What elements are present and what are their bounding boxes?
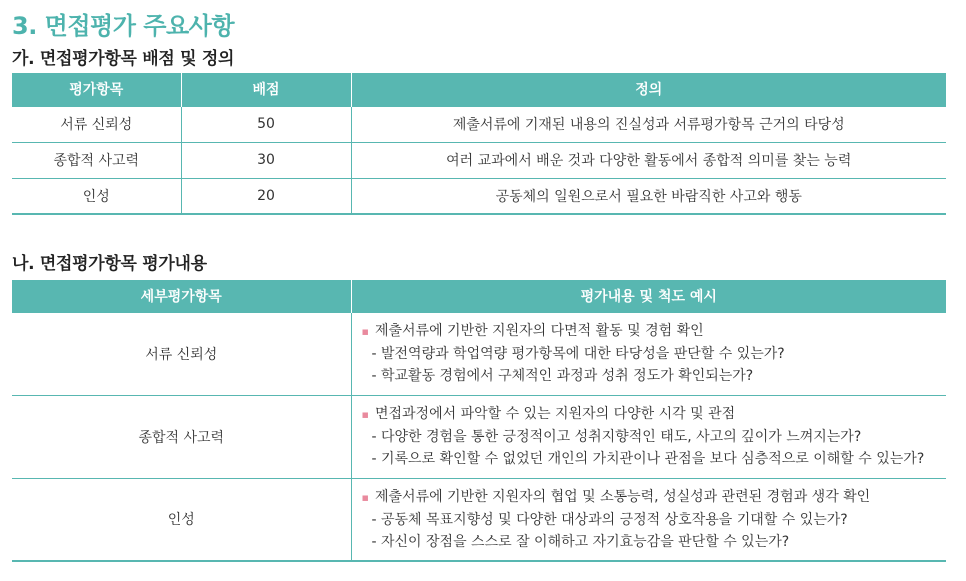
section-b-title: 나. 면접평가항목 평가내용 (12, 254, 207, 274)
cell-content (351, 478, 946, 561)
header-score: 배점 (181, 73, 351, 106)
header-content: 평가내용 및 척도 예시 (351, 280, 946, 312)
table-row (12, 395, 946, 478)
content-sub-line: - 발전역량과 학업역량 평가항목에 대한 타당성을 판단할 수 있는가? (371, 346, 785, 362)
content-main-line: ▪ 면접과정에서 파악할 수 있는 지원자의 다양한 시각 및 관점 (361, 406, 736, 422)
table-header-row (12, 73, 946, 106)
content-sub-line: - 다양한 경험을 통한 긍정적이고 성취지향적인 태도, 사고의 깊이가 느껴지는가? (371, 429, 862, 445)
content-sub-line: - 자신이 장점을 스스로 잘 이해하고 자기효능감을 판단할 수 있는가? (371, 533, 790, 550)
bullet-icon: ▪ (361, 408, 369, 421)
content-sub-line: - 공동체 목표지향성 및 다양한 대상과의 긍정적 상호작용을 기대할 수 있는가? (371, 511, 848, 528)
cell-score: 30 (181, 142, 351, 178)
table-row (12, 142, 946, 178)
cell-definition: 제출서류에 기재된 내용의 진실성과 서류평가항목 근거의 타당성 (351, 106, 946, 142)
cell-score: 50 (181, 106, 351, 142)
cell-definition: 여러 교과에서 배운 것과 다양한 활동에서 종합적 의미를 찾는 능력 (351, 142, 946, 178)
cell-item: 인성 (12, 478, 351, 561)
cell-item: 인성 (12, 178, 181, 214)
content-main-line: ▪ 제출서류에 기반한 지원자의 협업 및 소통능력, 성실성과 관련된 경험과 생각 확인 (361, 488, 871, 505)
content-main-line: ▪ 제출서류에 기반한 지원자의 다면적 활동 및 경험 확인 (361, 323, 704, 339)
header-detail-item: 세부평가항목 (12, 280, 351, 312)
cell-item: 서류 신뢰성 (12, 106, 181, 142)
table-row (12, 178, 946, 214)
cell-score: 20 (181, 178, 351, 214)
content-sub-line: - 학교활동 경험에서 구체적인 과정과 성취 정도가 확인되는가? (371, 368, 754, 384)
bullet-icon: ▪ (361, 325, 369, 338)
cell-content (351, 312, 946, 395)
score-definition-table (12, 73, 946, 215)
header-definition: 정의 (351, 73, 946, 106)
table-row (12, 312, 946, 395)
table-row (12, 106, 946, 142)
section-a-title: 가. 면접평가항목 배점 및 정의 (12, 49, 235, 69)
cell-content (351, 395, 946, 478)
cell-item: 종합적 사고력 (12, 395, 351, 478)
table-header-row (12, 280, 946, 312)
cell-definition: 공동체의 일원으로서 필요한 바람직한 사고와 행동 (351, 178, 946, 214)
content-sub-line: - 기록으로 확인할 수 없었던 개인의 가치관이나 관점을 보다 심층적으로 이해할 수 있는가? (371, 451, 925, 467)
header-item: 평가항목 (12, 73, 181, 106)
bullet-icon: ▪ (361, 490, 369, 504)
evaluation-content-table (12, 280, 946, 562)
cell-item: 서류 신뢰성 (12, 312, 351, 395)
cell-item: 종합적 사고력 (12, 142, 181, 178)
page-title: 3. 면접평가 주요사항 (12, 12, 234, 40)
table-row (12, 478, 946, 561)
